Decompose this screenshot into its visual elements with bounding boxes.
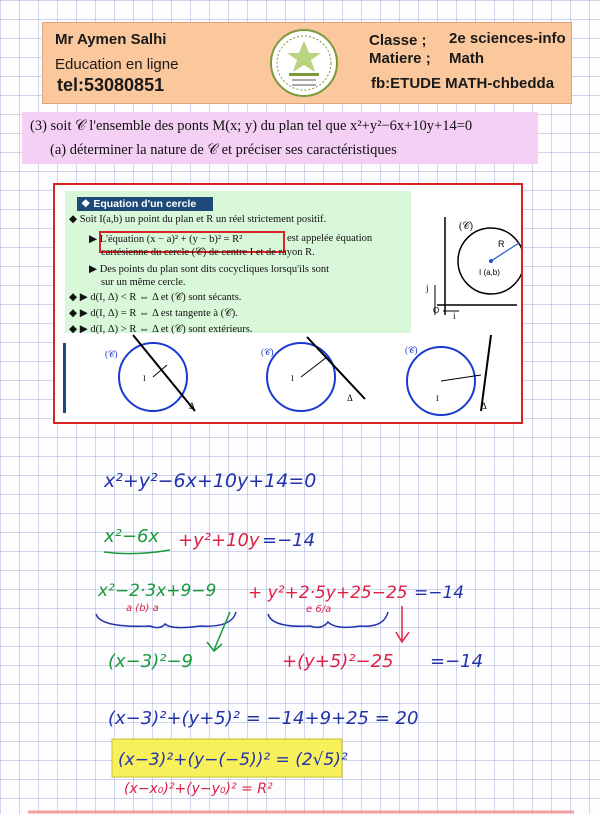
bullet-3-text: Des points du plan sont dits cocycliques lorsqu'ils sont: [99, 264, 330, 275]
exercise-line-2: (a) déterminer la nature de 𝒞 et préciser ses caractéristiques: [50, 142, 397, 158]
tangent-center-label: I: [291, 374, 294, 383]
work-line-2c: =−14: [262, 530, 316, 551]
exterior-circle-label: (𝒞): [405, 345, 418, 355]
work-line-4c: =−14: [430, 651, 484, 672]
bullet-4: ◆ ▶ d(I, Δ) < R ⇔ Δ et (𝒞) sont sécants.: [69, 292, 242, 303]
work-line-5: (x−3)²+(y+5)² = −14+9+25 = 20: [108, 708, 419, 729]
bullet-4-text: d(I, Δ) < R ⇔ Δ et (𝒞) sont sécants.: [90, 292, 242, 303]
work-line-6: (x−3)²+(y−(−5))² = (2√5)²: [118, 750, 348, 770]
classe-value: 2e sciences-info: [449, 30, 566, 47]
exterior-delta-label: Δ: [481, 401, 487, 411]
matiere-value: Math: [449, 50, 484, 67]
j-vector-label: j: [426, 283, 429, 293]
bullet-2-text: L'équation (x − a)² + (y − b)² = R²: [99, 234, 243, 245]
secant-center-label: I: [143, 374, 146, 383]
facebook-handle: fb:ETUDE MATH-chbedda: [371, 75, 555, 92]
bullet-2b: est appelée équation: [287, 233, 373, 244]
bullet-5: ◆ ▶ d(I, Δ) = R ⇔ Δ est tangente à (𝒞).: [69, 308, 238, 319]
work-line-7: (x−x₀)²+(y−y₀)² = R²: [124, 781, 273, 797]
matiere-label: Matiere ;: [369, 50, 431, 67]
bullet-5-text: d(I, Δ) = R ⇔ Δ est tangente à (𝒞).: [90, 308, 238, 319]
work-line-3-sub2: e 6/a: [306, 604, 332, 615]
bullet-1: ◆ Soit I(a,b) un point du plan et R un réel strictement positif.: [69, 214, 327, 225]
card-title: ❖ Equation d'un cercle: [77, 197, 213, 211]
classe-label: Classe ;: [369, 32, 427, 49]
bullet-6: ◆ ▶ d(I, Δ) > R ⇔ Δ et (𝒞) sont extérieurs.: [69, 324, 253, 335]
phone-number: tel:53080851: [57, 75, 165, 95]
work-line-3a: x²−2·3x+9−9: [98, 581, 217, 601]
bullet-3b: sur un même cercle.: [101, 277, 186, 288]
center-label: I (a,b): [479, 268, 500, 277]
bullet-2c: cartésienne du cercle (𝒞) de centre I et de rayon R.: [101, 247, 315, 258]
tangent-delta-label: Δ: [347, 393, 353, 403]
origin-label: O: [433, 306, 440, 315]
bullet-6-text: d(I, Δ) > R ⇔ Δ et (𝒞) sont extérieurs.: [90, 324, 253, 335]
work-line-4a: (x−3)²−9: [108, 651, 193, 672]
secant-circle-label: (𝒞): [105, 349, 118, 359]
work-line-3-sub: a (b) a: [126, 603, 159, 614]
work-line-3c: =−14: [414, 583, 465, 603]
circle-label: (𝒞): [459, 221, 473, 232]
bullet-3: ▶ Des points du plan sont dits cocycliques lorsqu'ils sont: [89, 264, 330, 275]
bullet-1-text: Soit I(a,b) un point du plan et R un réel strictement positif.: [79, 214, 327, 225]
work-line-4b: +(y+5)²−25: [282, 651, 394, 672]
tangent-circle-label: (𝒞): [261, 347, 274, 357]
work-line-3b: + y²+2·5y+25−25: [248, 583, 408, 603]
exterior-center-label: I: [436, 394, 439, 403]
work-line-2b: +y²+10y: [178, 530, 260, 551]
exercise-line-1: (3) soit 𝒞 l'ensemble des ponts M(x; y) du plan tel que x²+y²−6x+10y+14=0: [30, 118, 473, 134]
work-line-2a: x²−6x: [104, 526, 160, 547]
bullet-2: ▶ L'équation (x − a)² + (y − b)² = R²: [89, 234, 243, 245]
radius-label: R: [498, 239, 505, 249]
i-vector-label: i: [453, 311, 456, 321]
teacher-name: Mr Aymen Salhi: [55, 31, 167, 48]
secant-delta-label: Δ: [189, 401, 195, 411]
work-line-1: x²+y²−6x+10y+14=0: [104, 470, 317, 492]
education-label: Education en ligne: [55, 56, 179, 73]
